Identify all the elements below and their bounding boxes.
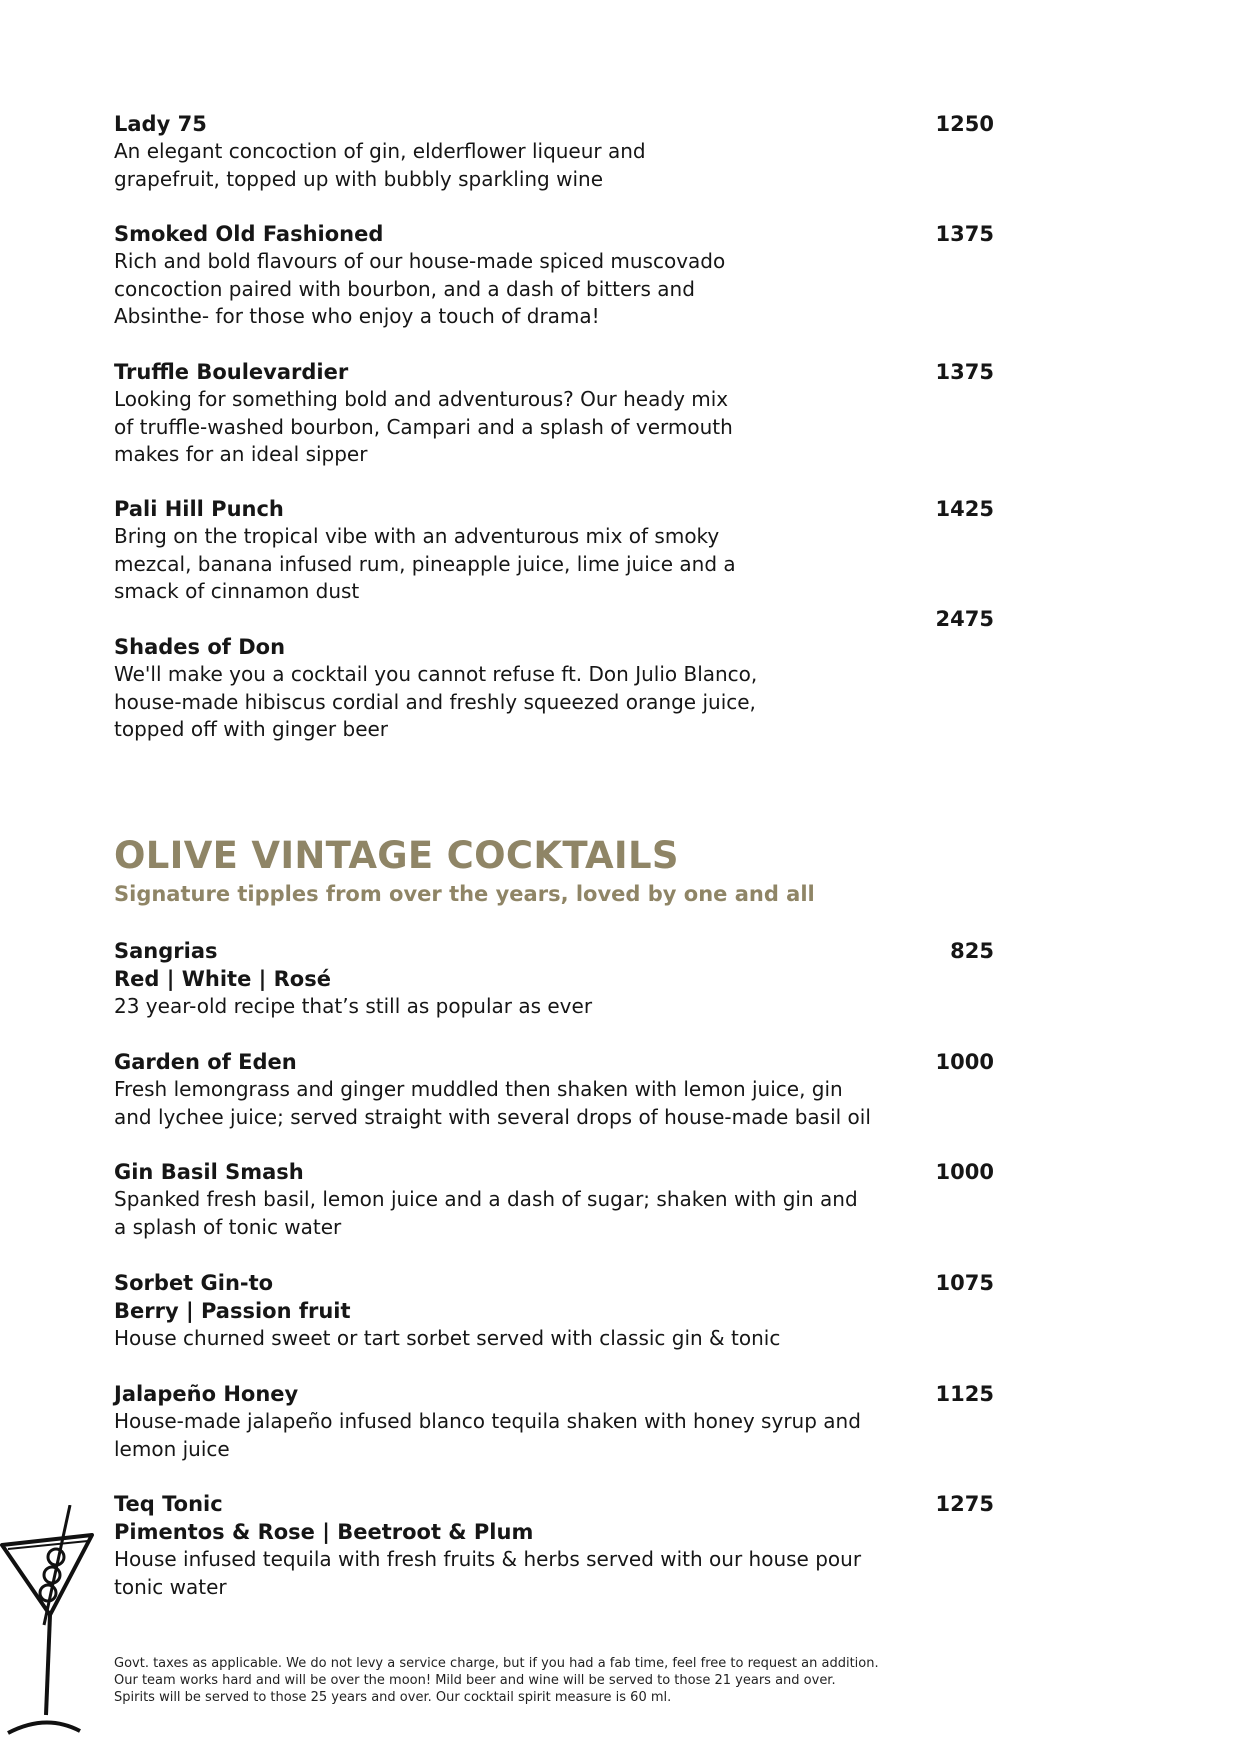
item-variants: Berry | Passion fruit <box>114 1299 351 1323</box>
item-price: 1425 <box>935 497 994 521</box>
menu-item-jalapeno-honey <box>114 1380 994 1463</box>
item-price: 825 <box>950 939 994 963</box>
menu-item-sorbet-gin-to <box>114 1269 994 1353</box>
menu-item-sangrias <box>114 937 994 1021</box>
item-description: House churned sweet or tart sorbet served with classic gin & tonic <box>114 1326 781 1350</box>
item-name: Gin Basil Smash <box>114 1160 304 1184</box>
item-name: Pali Hill Punch <box>114 497 284 521</box>
item-description: House-made jalapeño infused blanco tequila shaken with honey syrup and lemon juice <box>114 1409 861 1461</box>
menu-item-garden-of-eden <box>114 1048 994 1131</box>
menu-item-lady-75 <box>114 110 994 193</box>
menu-item-pali-hill-punch <box>114 495 994 606</box>
item-name: Shades of Don <box>114 635 286 659</box>
item-price: 1075 <box>935 1271 994 1295</box>
item-name: Teq Tonic <box>114 1492 223 1516</box>
section-title: OLIVE VINTAGE COCKTAILS <box>114 834 679 877</box>
item-name: Sangrias <box>114 939 218 963</box>
menu-item-smoked-old-fashioned <box>114 220 994 331</box>
item-price: 1275 <box>935 1492 994 1516</box>
item-price: 1250 <box>935 112 994 136</box>
item-name: Truffle Boulevardier <box>114 360 349 384</box>
menu-item-teq-tonic <box>114 1490 994 1601</box>
item-name: Garden of Eden <box>114 1050 297 1074</box>
item-name: Lady 75 <box>114 112 207 136</box>
item-name: Sorbet Gin-to <box>114 1271 274 1295</box>
menu-item-shades-of-don <box>114 633 994 744</box>
item-description: An elegant concoction of gin, elderflower liqueur and grapefruit, topped up with bubbly sparkling wine <box>114 139 646 191</box>
martini-glass-icon <box>0 1505 100 1745</box>
item-description: 23 year-old recipe that’s still as popular as ever <box>114 994 593 1018</box>
item-price: 1000 <box>935 1050 994 1074</box>
item-variants: Red | White | Rosé <box>114 967 331 991</box>
footer-notes: Govt. taxes as applicable. We do not levy a service charge, but if you had a fab time, feel free to request an addition. Our team works hard and will be over the moon! Mild beer and wine will be served to those 21 years and over. Spirits will be served to those 25 years and over. Our cocktail spirit measure is 60 ml. <box>114 1656 879 1705</box>
item-description: We'll make you a cocktail you cannot refuse ft. Don Julio Blanco, house-made hibiscus cordial and freshly squeezed orange juice, topped off with ginger beer <box>114 662 758 741</box>
item-description: Spanked fresh basil, lemon juice and a dash of sugar; shaken with gin and a splash of tonic water <box>114 1187 858 1239</box>
item-name: Smoked Old Fashioned <box>114 222 384 246</box>
item-name: Jalapeño Honey <box>114 1382 299 1406</box>
item-description: Fresh lemongrass and ginger muddled then shaken with lemon juice, gin and lychee juice; served straight with several drops of house-made basil oil <box>114 1077 871 1129</box>
item-price: 1375 <box>935 222 994 246</box>
item-price: 1375 <box>935 360 994 384</box>
section-subtitle: Signature tipples from over the years, loved by one and all <box>114 882 815 906</box>
item-description: Bring on the tropical vibe with an adventurous mix of smoky mezcal, banana infused rum, pineapple juice, lime juice and a smack of cinnamon dust <box>114 524 736 603</box>
item-description: Rich and bold flavours of our house-made spiced muscovado concoction paired with bourbon, and a dash of bitters and Absinthe- for those who enjoy a touch of drama! <box>114 249 726 328</box>
item-price: 1000 <box>935 1160 994 1184</box>
item-price: 2475 <box>935 607 994 631</box>
item-variants: Pimentos & Rose | Beetroot & Plum <box>114 1520 534 1544</box>
item-description: Looking for something bold and adventurous? Our heady mix of truffle-washed bourbon, Campari and a splash of vermouth makes for an ideal sipper <box>114 387 733 466</box>
item-description: House infused tequila with fresh fruits & herbs served with our house pour tonic water <box>114 1547 862 1599</box>
item-price: 1125 <box>935 1382 994 1406</box>
menu-item-gin-basil-smash <box>114 1158 994 1241</box>
menu-item-truffle-boulevardier <box>114 358 994 469</box>
